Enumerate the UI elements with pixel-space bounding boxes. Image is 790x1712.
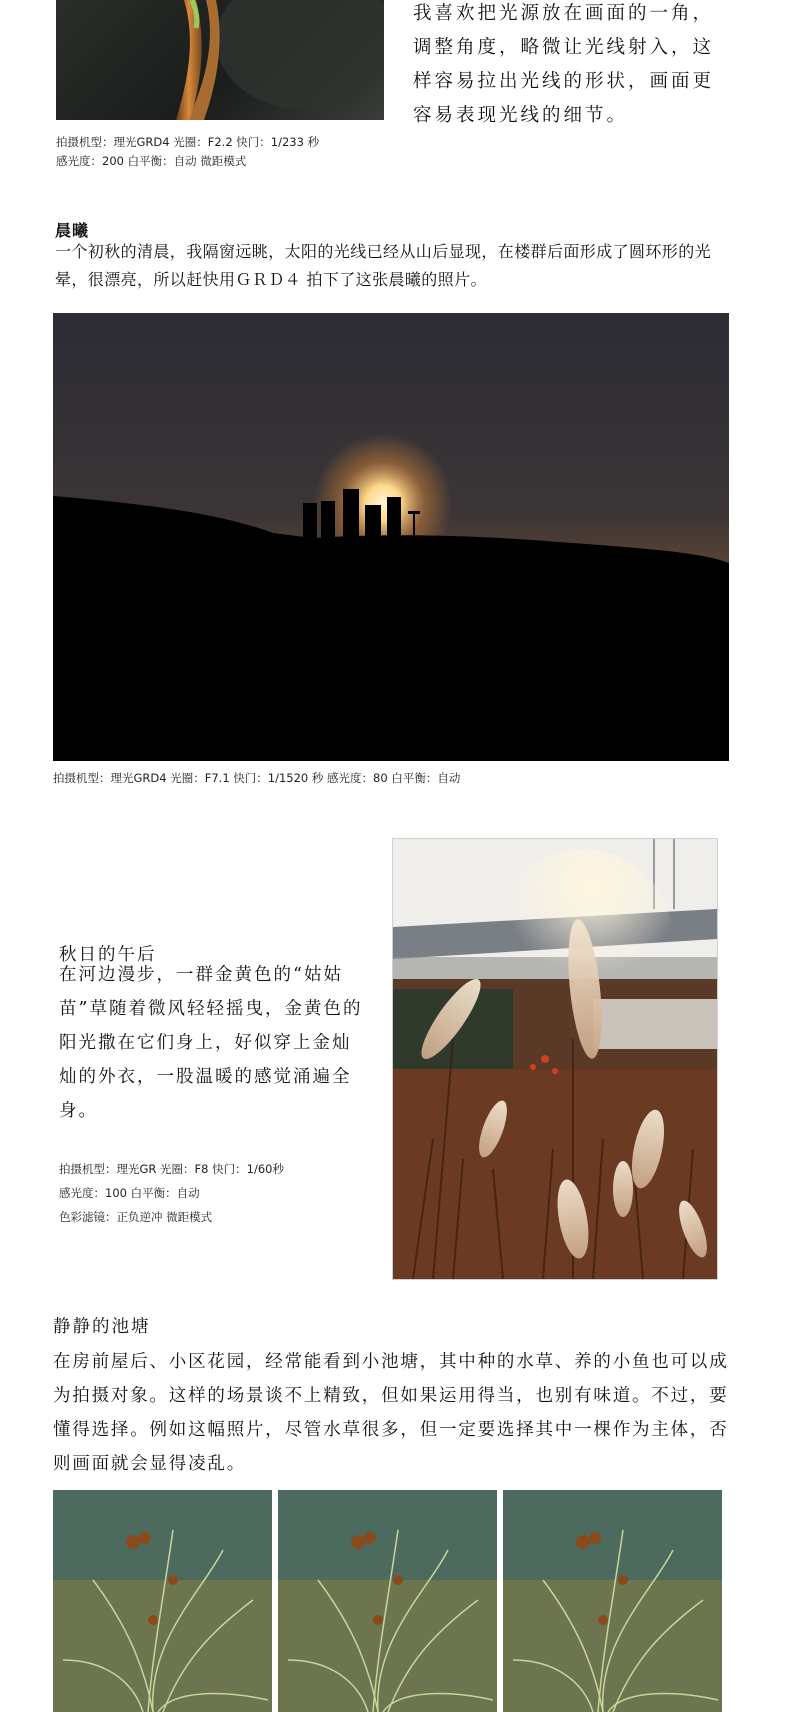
pond-plant-illustration (53, 1490, 272, 1712)
dawn-skyline-illustration (53, 313, 729, 761)
autumn-grass-photo (393, 839, 717, 1279)
grass-closeup-illustration (56, 0, 384, 120)
intro-caption-line-2: 感光度：200 白平衡：自动 微距模式 (56, 154, 247, 168)
pond-paragraph: 在房前屋后、小区花园，经常能看到小池塘，其中种的水草、养的小鱼也可以成为拍摄对象。这样的场景谈不上精致，但如果运用得当，也别有味道。不过，要懂得选择。例如这幅照片，尽管水草很多，但一定要选择其中一棵作为主体，否则画面就会显得凌乱。 (53, 1352, 729, 1474)
pond-photo-1 (53, 1490, 272, 1712)
autumn-paragraph: 在河边漫步，一群金黄色的“姑姑苗”草随着微风轻轻摇曳，金黄色的阳光撒在它们身上，好似穿上金灿灿的外衣，一股温暖的感觉涌遍全身。 (59, 965, 363, 1121)
dawn-title: 晨曦 (55, 221, 90, 240)
dawn-paragraph: 一个初秋的清晨，我隔窗远眺，太阳的光线已经从山后显现，在楼群后面形成了圆环形的光晕，很漂亮，所以赶快用ＧＲＤ４ 拍下了这张晨曦的照片。 (55, 242, 712, 289)
autumn-title: 秋日的午后 (59, 945, 157, 965)
autumn-caption-line-3: 色彩滤镜：正负逆冲 微距模式 (59, 1210, 213, 1224)
autumn-caption-line-2: 感光度：100 白平衡：自动 (59, 1186, 200, 1200)
pond-title: 静静的池塘 (53, 1317, 151, 1337)
pond-photo-3 (503, 1490, 722, 1712)
pond-plant-illustration (278, 1490, 497, 1712)
grass-closeup-photo (56, 0, 384, 120)
pond-photo-2 (278, 1490, 497, 1712)
pond-plant-illustration (503, 1490, 722, 1712)
autumn-caption-line-1: 拍摄机型：理光GR 光圈：F8 快门：1/60秒 (59, 1162, 284, 1176)
intro-paragraph: 我喜欢把光源放在画面的一角，调整角度，略微让光线射入，这样容易拉出光线的形状，画面更容易表现光线的细节。 (413, 3, 715, 126)
intro-caption-line-1: 拍摄机型：理光GRD4 光圈：F2.2 快门：1/233 秒 (56, 135, 320, 149)
dawn-caption: 拍摄机型：理光GRD4 光圈：F7.1 快门：1/1520 秒 感光度：80 白平衡：自动 (53, 771, 461, 785)
dawn-skyline-photo (53, 313, 729, 761)
autumn-grass-illustration (393, 839, 717, 1279)
